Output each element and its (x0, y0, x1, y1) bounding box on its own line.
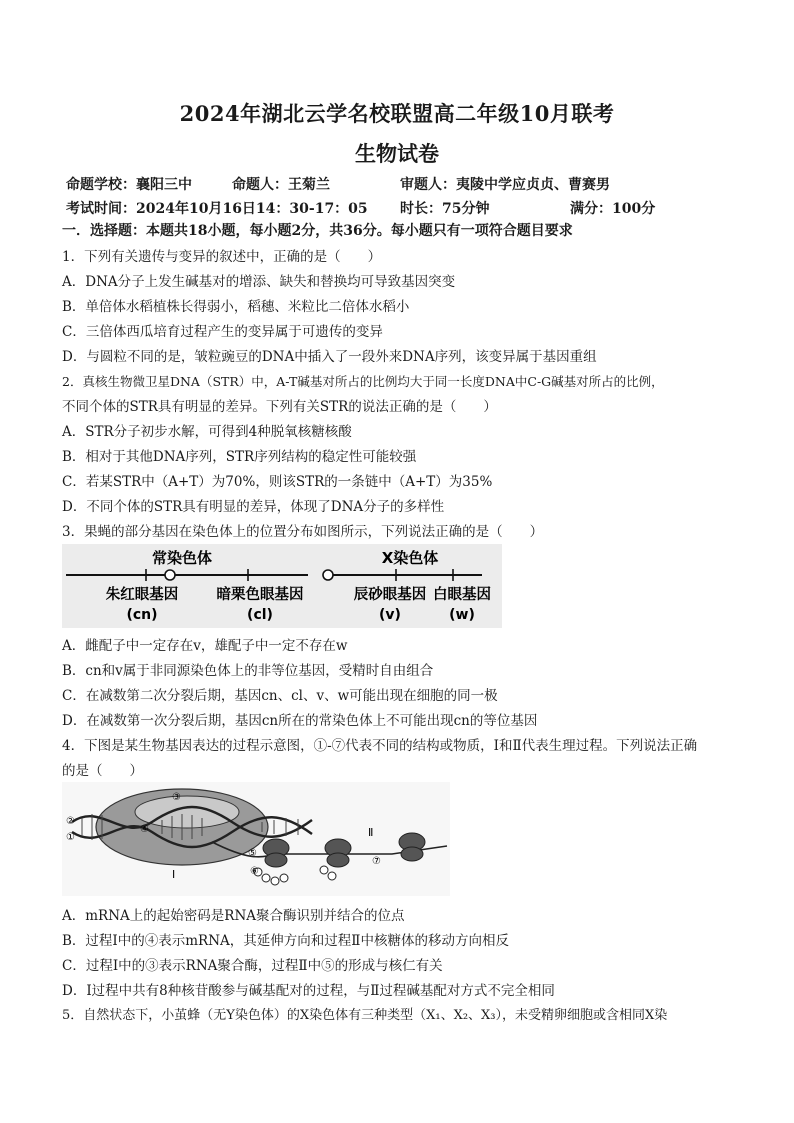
q4-option-b: B．过程Ⅰ中的④表示mRNA，其延伸方向和过程Ⅱ中核糖体的移动方向相反 (62, 933, 509, 949)
cn-gene-symbol: (cn) (126, 607, 158, 623)
q4-stem-1: 4．下图是某生物基因表达的过程示意图，①-⑦代表不同的结构或物质，Ⅰ和Ⅱ代表生理过程。下列说法正确 (62, 738, 698, 754)
label-3: ③ (172, 792, 181, 803)
cl-gene-symbol: (cl) (247, 607, 273, 623)
section-heading: 一．选择题：本题共18小题，每小题2分，共36分。每小题只有一项符合题目要求 (62, 223, 573, 239)
exam-title: 2024年湖北云学名校联盟高二年级10月联考 (179, 101, 615, 126)
v-gene-name: 辰砂眼基因 (353, 587, 427, 603)
label-6: ⑥ (250, 866, 259, 877)
gene-expression-figure (62, 782, 450, 896)
process-2-label: Ⅱ (368, 826, 374, 839)
q1-option-a: A．DNA分子上发生碱基对的增添、缺失和替换均可导致基因突变 (62, 274, 456, 290)
q1-option-c: C．三倍体西瓜培育过程产生的变异属于可遗传的变异 (62, 324, 383, 340)
q4-stem-2: 的是（ ） (62, 763, 143, 779)
x-centromere (323, 570, 333, 580)
meta-reviewer: 审题人：夷陵中学应贞贞、曹赛男 (400, 177, 610, 193)
chromosome-gene-figure (62, 544, 502, 628)
q4-option-c: C．过程Ⅰ中的③表示RNA聚合酶，过程Ⅱ中⑤的形成与核仁有关 (62, 958, 443, 974)
meta-author: 命题人：王菊兰 (232, 177, 330, 193)
q2-option-d: D．不同个体的STR具有明显的差异，体现了DNA分子的多样性 (62, 499, 445, 515)
q5-stem: 5．自然状态下，小茧蜂（无Y染色体）的X染色体有三种类型（X₁、X₂、X₃），未受精卵细胞或含相同X染 (62, 1008, 668, 1023)
q3-option-c: C．在减数第二次分裂后期，基因cn、cl、v、w可能出现在细胞的同一极 (62, 688, 498, 704)
q4-option-a: A．mRNA上的起始密码是RNA聚合酶识别并结合的位点 (62, 908, 405, 924)
q2-option-b: B．相对于其他DNA序列，STR序列结构的稳定性可能较强 (62, 449, 417, 465)
label-1: ① (66, 832, 75, 843)
ribosome-3 (399, 833, 425, 861)
w-gene-name: 白眼基因 (433, 587, 491, 603)
meta-school: 命题学校：襄阳三中 (66, 177, 192, 193)
label-5: ⑤ (248, 848, 257, 859)
q3-stem: 3．果蝇的部分基因在染色体上的位置分布如图所示，下列说法正确的是（ ） (62, 524, 544, 540)
q2-option-c: C．若某STR中（A+T）为70%，则该STR的一条链中（A+T）为35% (62, 474, 493, 490)
meta-duration: 时长：75分钟 (400, 201, 490, 217)
cn-gene-name: 朱红眼基因 (105, 587, 179, 603)
cl-gene-name: 暗栗色眼基因 (216, 587, 304, 603)
q1-option-b: B．单倍体水稻植株长得弱小，稻穗、米粒比二倍体水稻小 (62, 299, 410, 315)
q1-stem: 1．下列有关遗传与变异的叙述中，正确的是（ ） (62, 249, 382, 265)
autosome-label: 常染色体 (151, 549, 213, 567)
label-4: ④ (140, 824, 149, 835)
q3-option-a: A．雌配子中一定存在v，雄配子中一定不存在w (62, 638, 348, 654)
meta-time: 考试时间：2024年10月16日14：30-17：05 (66, 201, 368, 217)
w-gene-symbol: (w) (449, 607, 475, 623)
process-1-label: Ⅰ (172, 868, 176, 881)
q4-option-d: D．Ⅰ过程中共有8种核苷酸参与碱基配对的过程，与Ⅱ过程碱基配对方式不完全相同 (62, 983, 555, 999)
q3-option-d: D．在减数第一次分裂后期，基因cn所在的常染色体上不可能出现cn的等位基因 (62, 713, 538, 729)
q1-option-d: D．与圆粒不同的是，皱粒豌豆的DNA中插入了一段外来DNA序列，该变异属于基因重组 (62, 349, 597, 365)
q2-stem-2: 不同个体的STR具有明显的差异。下列有关STR的说法正确的是（ ） (62, 399, 497, 415)
q3-option-b: B．cn和v属于非同源染色体上的非等位基因，受精时自由组合 (62, 663, 434, 679)
label-7: ⑦ (372, 856, 381, 867)
ribosome-2 (325, 839, 351, 867)
q2-option-a: A．STR分子初步水解，可得到4种脱氧核糖核酸 (62, 424, 352, 440)
v-gene-symbol: (v) (379, 607, 401, 623)
q2-stem-1: 2．真核生物微卫星DNA（STR）中，A-T碱基对所占的比例均大于同一长度DNA中C-G碱基对所占的比例， (62, 374, 664, 389)
ribosome-1 (263, 839, 289, 867)
meta-score: 满分：100分 (570, 201, 656, 217)
autosome-centromere (165, 570, 175, 580)
exam-subtitle: 生物试卷 (355, 141, 439, 166)
x-chromosome-label: X染色体 (381, 549, 439, 567)
label-2: ② (66, 816, 75, 827)
